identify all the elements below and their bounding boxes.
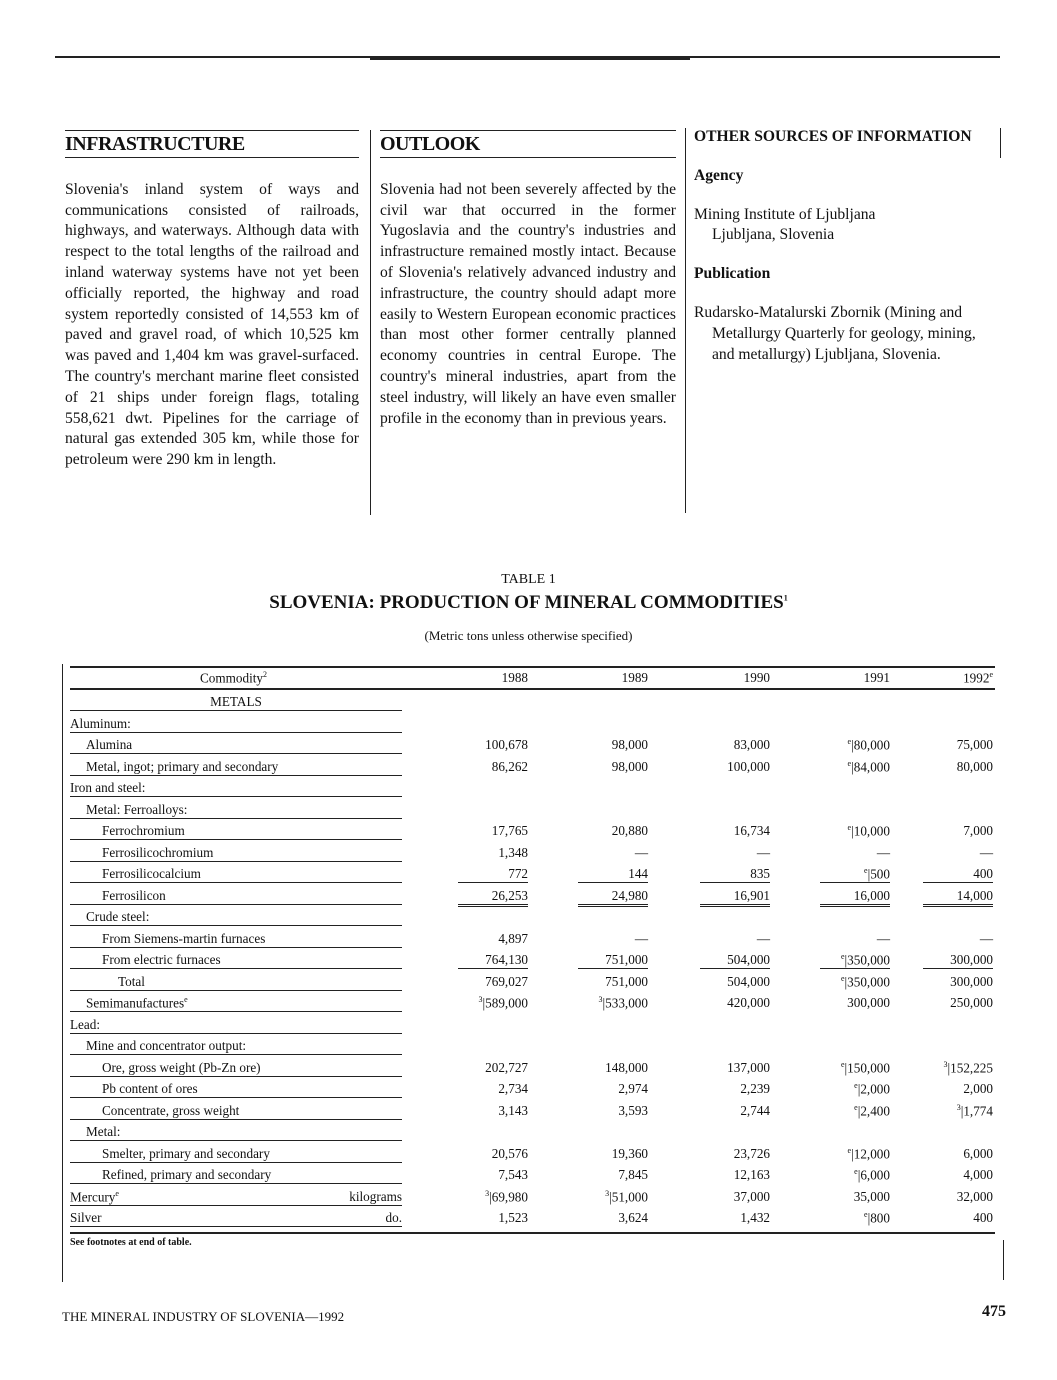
table-row <box>70 927 995 949</box>
value-cell <box>903 974 993 990</box>
cell-value: — <box>634 844 648 860</box>
row-label <box>70 931 402 948</box>
top-rule-thick <box>370 58 690 60</box>
outlook-heading: OUTLOOK <box>380 130 676 158</box>
table-row <box>70 1056 995 1078</box>
row-label <box>70 716 402 733</box>
section-label: METALS <box>70 694 402 711</box>
commodity-name: Ferrosilicocalcium <box>102 866 201 881</box>
table-row <box>70 1034 995 1056</box>
cell-value: e|350,000 <box>820 952 890 969</box>
cell-value: e|350,000 <box>840 973 890 989</box>
cell-value: 75,000 <box>956 737 993 752</box>
value-cell <box>903 866 993 883</box>
value-cell <box>680 823 770 839</box>
agency-text <box>694 205 994 247</box>
row-label <box>70 1081 402 1098</box>
value-cell <box>558 995 648 1011</box>
cell-value: 16,000 <box>820 888 890 907</box>
cell-value: 300,000 <box>847 995 890 1010</box>
value-cell <box>558 888 648 907</box>
cell-value: 137,000 <box>727 1059 770 1075</box>
value-cell <box>558 866 648 883</box>
value-cell <box>558 1060 648 1076</box>
table-row <box>70 1013 995 1035</box>
column-divider <box>370 130 371 515</box>
cell-value: 2,734 <box>498 1081 528 1096</box>
value-cell <box>903 1189 993 1205</box>
commodity-name: Pb content of ores <box>102 1081 198 1096</box>
value-cell <box>558 1146 648 1162</box>
cell-value: e|84,000 <box>847 758 890 774</box>
row-label <box>70 888 402 905</box>
value-cell <box>800 952 890 969</box>
row-label <box>70 1189 402 1206</box>
row-label <box>70 1146 402 1163</box>
value-cell <box>438 823 528 839</box>
value-cell <box>680 1210 770 1226</box>
unit-label: kilograms <box>349 1188 402 1204</box>
column-divider <box>685 128 686 513</box>
cell-value: 400 <box>923 866 993 883</box>
value-cell <box>438 888 528 907</box>
cell-value: 100,000 <box>727 758 770 774</box>
cell-value: 751,000 <box>605 973 648 989</box>
table-row <box>70 798 995 820</box>
table-label: TABLE 1 <box>501 572 556 587</box>
footnote-mark: e <box>115 1188 119 1198</box>
cell-value: 32,000 <box>956 1188 993 1204</box>
cell-value: — <box>756 844 770 860</box>
value-cell <box>438 1103 528 1119</box>
row-label <box>70 737 402 754</box>
cell-value: 2,239 <box>740 1081 770 1096</box>
year-header-text: 1992 <box>963 670 990 686</box>
table-row <box>70 755 995 777</box>
value-cell <box>800 823 890 839</box>
row-label <box>70 845 402 862</box>
commodity-name: Total <box>118 973 145 989</box>
cell-value: 148,000 <box>605 1059 648 1075</box>
cell-value: 769,027 <box>485 973 528 989</box>
commodity-name: Ferrochromium <box>102 823 185 838</box>
cell-value: 420,000 <box>727 995 770 1010</box>
value-cell <box>800 1103 890 1119</box>
cell-value: 3|1,774 <box>956 1102 993 1118</box>
row-label <box>70 1124 402 1141</box>
value-cell <box>800 845 890 861</box>
cell-value: e|80,000 <box>847 737 890 753</box>
commodity-name: Concentrate, gross weight <box>102 1102 240 1118</box>
value-cell <box>903 1146 993 1162</box>
cell-value: 4,000 <box>963 1167 993 1182</box>
row-label <box>70 974 402 991</box>
value-cell <box>800 1189 890 1205</box>
value-cell <box>438 995 528 1011</box>
value-cell <box>438 759 528 775</box>
cell-value: 7,000 <box>963 823 993 838</box>
cell-value: 16,901 <box>700 888 770 907</box>
cell-value: 144 <box>578 866 648 883</box>
cell-value: 26,253 <box>458 888 528 907</box>
value-cell <box>800 888 890 907</box>
value-cell <box>438 931 528 947</box>
other-sources-section <box>694 127 994 383</box>
cell-value: 14,000 <box>923 888 993 907</box>
commodity-name: Lead: <box>70 1016 101 1032</box>
table-footnote: See footnotes at end of table. <box>70 1232 995 1248</box>
value-cell <box>680 1060 770 1076</box>
value-cell <box>903 952 993 969</box>
value-cell <box>558 952 648 969</box>
agency-heading: Agency <box>694 166 744 184</box>
table-row <box>70 841 995 863</box>
value-cell <box>680 1189 770 1205</box>
table-row <box>70 1163 995 1185</box>
value-cell <box>800 1167 890 1183</box>
value-cell <box>903 737 993 753</box>
cell-value: 83,000 <box>733 737 770 752</box>
table-row <box>70 948 995 970</box>
value-cell <box>680 1146 770 1162</box>
value-cell <box>680 974 770 990</box>
cell-value: 7,543 <box>498 1167 528 1182</box>
cell-value: 2,744 <box>740 1102 770 1118</box>
cell-value: 1,348 <box>498 844 528 860</box>
value-cell <box>680 866 770 883</box>
commodity-header <box>200 670 267 686</box>
table-row <box>70 862 995 884</box>
value-cell <box>903 1060 993 1076</box>
value-cell <box>680 995 770 1011</box>
row-label <box>70 1038 402 1055</box>
estimate-mark: e <box>989 670 993 679</box>
value-cell <box>800 1060 890 1076</box>
commodity-name: From Siemens-martin furnaces <box>102 930 266 946</box>
cell-value: 16,734 <box>733 823 770 838</box>
cell-value: 98,000 <box>611 737 648 752</box>
publication-heading: Publication <box>694 265 771 283</box>
commodity-name: Ferrosilicon <box>102 887 166 903</box>
cell-value: — <box>634 930 648 946</box>
cell-value: 2,000 <box>963 1081 993 1096</box>
value-cell <box>903 1167 993 1183</box>
cell-value: 12,163 <box>733 1167 770 1182</box>
value-cell <box>800 866 890 883</box>
row-label <box>70 780 402 797</box>
cell-value: e|12,000 <box>847 1145 890 1161</box>
cell-value: 202,727 <box>485 1059 528 1075</box>
commodity-name: From electric furnaces <box>102 952 221 967</box>
commodity-name: Metal: Ferroalloys: <box>86 801 188 817</box>
cell-value: 1,432 <box>740 1210 770 1225</box>
cell-value: 20,576 <box>491 1145 528 1161</box>
cell-value: e|2,400 <box>854 1102 890 1118</box>
value-cell <box>800 931 890 947</box>
cell-value: 504,000 <box>727 973 770 989</box>
value-cell <box>558 1081 648 1097</box>
value-cell <box>558 737 648 753</box>
row-label <box>70 802 402 819</box>
table-row <box>70 1099 995 1121</box>
value-cell <box>800 995 890 1011</box>
cell-value: 764,130 <box>458 952 528 969</box>
cell-value: 3,143 <box>498 1102 528 1118</box>
table-row <box>70 819 995 841</box>
cell-value: 504,000 <box>700 952 770 969</box>
value-cell <box>438 1081 528 1097</box>
value-cell <box>903 931 993 947</box>
value-cell <box>438 974 528 990</box>
value-cell <box>800 1210 890 1226</box>
value-cell <box>558 1210 648 1226</box>
cell-value: 3|69,980 <box>485 1188 528 1204</box>
value-cell <box>800 759 890 775</box>
commodity-name: Mercury <box>70 1188 116 1204</box>
table-row <box>70 991 995 1013</box>
footer-title: THE MINERAL INDUSTRY OF SLOVENIA—1992 <box>62 1309 345 1324</box>
outlook-text: Slovenia had not been severely affected by the civil war that occurred in the former Yugoslavia and the country's industries and infrastructure remained mostly intact. Because of Slovenia's relatively advanced industry and infrastructure, the country should adapt more easily to Western European economic practices than most other former centrally planned economy countries in central Europe. The country's mineral industries, apart from the steel industry, will likely an have even smaller profile in the economy than in previous years. <box>380 180 676 427</box>
table-body <box>70 712 995 1228</box>
commodity-footnote: 2 <box>263 670 268 679</box>
cell-value: 3|589,000 <box>478 995 528 1011</box>
row-label <box>70 1167 402 1184</box>
value-cell <box>903 1081 993 1097</box>
table-row <box>70 776 995 798</box>
cell-value: — <box>979 930 993 946</box>
row-label <box>70 1060 402 1077</box>
cell-value: 80,000 <box>956 758 993 774</box>
table-row <box>70 905 995 927</box>
value-cell <box>680 759 770 775</box>
row-label <box>70 759 402 776</box>
infrastructure-text: Slovenia's inland system of ways and communications consisted of railroads, highways, and waterways. Although data with respect to the total lengths of the railroad and inland waterway systems have not yet been officially reported, the highway and road system reportedly consisted of 14,553 km of paved and gravel road, of which 10,525 km was paved and 1,404 km was gravel-surfaced. The country's merchant marine fleet consisted of 21 ships under foreign flags, totaling 558,621 dwt. Pipelines for the carriage of natural gas extended 305 km, while those for petroleum were 290 km in length. <box>65 180 359 469</box>
year-header: 1990 <box>743 670 770 685</box>
value-cell <box>438 952 528 969</box>
cell-value: 772 <box>458 866 528 883</box>
table-row <box>70 1206 995 1228</box>
commodity-name: Metal: <box>86 1124 121 1139</box>
table-row <box>70 970 995 992</box>
commodity-name: Refined, primary and secondary <box>102 1167 272 1182</box>
value-cell <box>558 1103 648 1119</box>
cell-value: 400 <box>973 1210 993 1225</box>
commodity-header-text: Commodity <box>200 670 264 686</box>
cell-value: 835 <box>700 866 770 883</box>
commodity-name: Smelter, primary and secondary <box>102 1145 270 1161</box>
value-cell <box>438 1146 528 1162</box>
row-label <box>70 909 402 926</box>
cell-value: 20,880 <box>611 823 648 838</box>
value-cell <box>680 1081 770 1097</box>
commodity-name: Mine and concentrator output: <box>86 1038 247 1053</box>
value-cell <box>680 1103 770 1119</box>
row-label <box>70 995 402 1012</box>
cell-value: 1,523 <box>498 1210 528 1225</box>
publication-text: Rudarsko-Matalurski Zbornik (Mining and Metallurgy Quarterly for geology, mining, and metallurgy) Ljubljana, Slovenia. <box>694 303 976 363</box>
value-cell <box>438 866 528 883</box>
value-cell <box>558 823 648 839</box>
cell-value: 6,000 <box>963 1145 993 1161</box>
commodity-name: Aluminum: <box>70 715 131 731</box>
cell-value: e|800 <box>864 1210 890 1226</box>
value-cell <box>438 1167 528 1183</box>
infrastructure-heading: INFRASTRUCTURE <box>65 130 359 158</box>
value-cell <box>680 737 770 753</box>
table-header <box>70 666 995 690</box>
agency-name: Mining Institute of Ljubljana <box>694 205 876 223</box>
value-cell <box>903 845 993 861</box>
section-row <box>70 690 995 712</box>
value-cell <box>903 759 993 775</box>
value-cell <box>903 995 993 1011</box>
value-cell <box>438 845 528 861</box>
cell-value: 98,000 <box>611 758 648 774</box>
value-cell <box>800 737 890 753</box>
year-header <box>903 670 993 686</box>
cell-value: 2,974 <box>618 1081 648 1096</box>
table-row <box>70 1077 995 1099</box>
cell-value: 100,678 <box>485 737 528 752</box>
cell-value: 3|533,000 <box>598 995 648 1011</box>
cell-value: 300,000 <box>950 973 993 989</box>
row-label <box>70 952 402 969</box>
cell-value: 35,000 <box>853 1188 890 1204</box>
agency-location: Ljubljana, Slovenia <box>712 226 835 244</box>
cell-value: 24,980 <box>578 888 648 907</box>
value-cell <box>680 952 770 969</box>
commodity-name: Metal, ingot; primary and secondary <box>86 758 279 774</box>
cell-value: 19,360 <box>611 1145 648 1161</box>
cell-value: — <box>876 930 890 946</box>
cell-value: — <box>756 930 770 946</box>
cell-value: — <box>979 844 993 860</box>
year-header: 1989 <box>621 670 648 685</box>
value-cell <box>558 1189 648 1205</box>
page-left-rule <box>62 664 63 1282</box>
footnote-mark: e <box>184 995 188 1004</box>
row-label <box>70 866 402 883</box>
cell-value: 300,000 <box>923 952 993 969</box>
value-cell <box>558 1167 648 1183</box>
value-cell <box>558 974 648 990</box>
cell-value: 23,726 <box>733 1145 770 1161</box>
row-label <box>70 1017 402 1034</box>
commodity-name: Alumina <box>86 737 133 752</box>
commodity-name: Silver <box>70 1210 102 1225</box>
value-cell <box>558 931 648 947</box>
cell-value: 3|51,000 <box>605 1188 648 1204</box>
cell-value: e|500 <box>820 866 890 883</box>
cell-value: e|6,000 <box>854 1167 890 1183</box>
value-cell <box>680 845 770 861</box>
column-divider <box>1000 128 1001 158</box>
value-cell <box>438 1060 528 1076</box>
value-cell <box>903 1210 993 1226</box>
value-cell <box>800 974 890 990</box>
commodity-name: Iron and steel: <box>70 780 146 795</box>
cell-value: 3,624 <box>618 1210 648 1225</box>
unit-label: do. <box>385 1210 402 1225</box>
cell-value: 250,000 <box>950 995 993 1010</box>
value-cell <box>680 931 770 947</box>
value-cell <box>558 759 648 775</box>
year-header: 1988 <box>501 670 528 685</box>
cell-value: 17,765 <box>491 823 528 838</box>
value-cell <box>438 1210 528 1226</box>
row-label <box>70 823 402 840</box>
value-cell <box>438 1189 528 1205</box>
cell-value: 4,897 <box>498 930 528 946</box>
outlook-section <box>380 130 676 429</box>
table-row <box>70 884 995 906</box>
production-table <box>70 666 995 1248</box>
cell-value: 7,845 <box>618 1167 648 1182</box>
cell-value: e|10,000 <box>847 823 890 839</box>
page-right-rule <box>1003 1240 1004 1280</box>
commodity-name: Semimanufactures <box>86 995 185 1011</box>
infrastructure-section <box>65 130 359 471</box>
value-cell <box>903 1103 993 1119</box>
value-cell <box>903 823 993 839</box>
table-title <box>0 592 1057 614</box>
cell-value: 3,593 <box>618 1102 648 1118</box>
table-row <box>70 1142 995 1164</box>
table-row <box>70 1185 995 1207</box>
row-label <box>70 1210 402 1227</box>
table-subtitle: (Metric tons unless otherwise specified) <box>424 628 633 643</box>
cell-value: e|2,000 <box>854 1081 890 1097</box>
value-cell <box>558 845 648 861</box>
value-cell <box>680 888 770 907</box>
table-title-footnote: 1 <box>783 593 788 603</box>
cell-value: 751,000 <box>578 952 648 969</box>
value-cell <box>800 1081 890 1097</box>
other-sources-heading: OTHER SOURCES OF INFORMATION <box>694 128 972 145</box>
value-cell <box>903 888 993 907</box>
cell-value: e|150,000 <box>840 1059 890 1075</box>
table-row <box>70 733 995 755</box>
cell-value: — <box>876 844 890 860</box>
year-header: 1991 <box>863 670 890 685</box>
table-row <box>70 712 995 734</box>
cell-value: 86,262 <box>491 758 528 774</box>
commodity-name: Ferrosilicochromium <box>102 844 214 860</box>
page-number: 475 <box>982 1303 1006 1320</box>
cell-value: 37,000 <box>733 1188 770 1204</box>
table-title-text: SLOVENIA: PRODUCTION OF MINERAL COMMODITIES <box>269 592 784 613</box>
row-label <box>70 1103 402 1120</box>
commodity-name: Crude steel: <box>86 909 150 924</box>
cell-value: 3|152,225 <box>943 1059 993 1075</box>
value-cell <box>438 737 528 753</box>
value-cell <box>680 1167 770 1183</box>
commodity-name: Ore, gross weight (Pb-Zn ore) <box>102 1059 261 1075</box>
value-cell <box>800 1146 890 1162</box>
table-row <box>70 1120 995 1142</box>
